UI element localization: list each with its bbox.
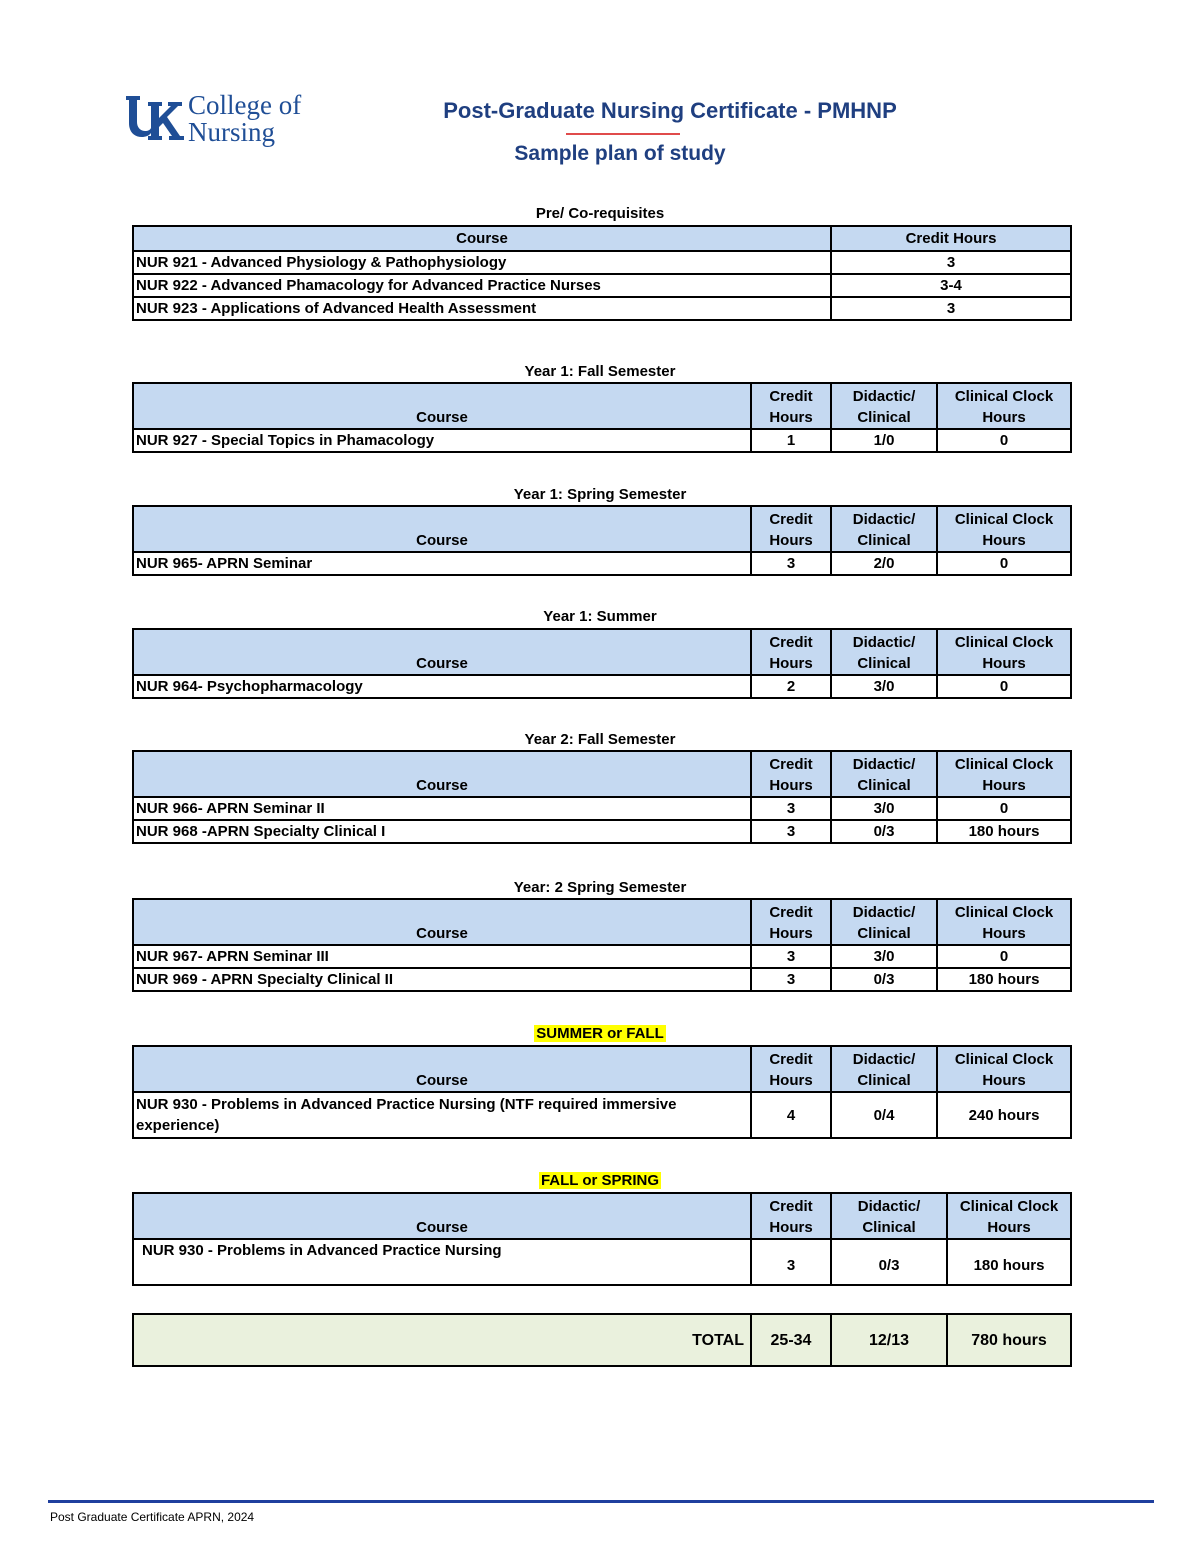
table-header-row: [133, 383, 1071, 429]
clock-hours-cell: 180 hours: [937, 968, 1071, 991]
course-cell: NUR 969 - APRN Specialty Clinical II: [133, 968, 751, 991]
course-cell: NUR 968 -APRN Specialty Clinical I: [133, 820, 751, 843]
table-header-row: [133, 226, 1071, 251]
total-label: TOTAL: [133, 1314, 751, 1366]
didactic-clinical-cell: 3/0: [831, 797, 937, 820]
semester-table-year1-spring: [132, 505, 1072, 576]
section-label-text: Year: 2 Spring Semester: [513, 879, 687, 896]
section-label-text: Year 2: Fall Semester: [524, 731, 676, 748]
table-row: [133, 675, 1071, 698]
section-label-fall-or-spring: [130, 1171, 1070, 1190]
credit-hours-cell: 2: [751, 675, 831, 698]
table-row: [133, 274, 1071, 297]
total-table: [132, 1313, 1072, 1367]
footer-text: Post Graduate Certificate APRN, 2024: [50, 1510, 255, 1524]
course-cell: NUR 930 - Problems in Advanced Practice Nursing (NTF required immersive experience): [133, 1092, 751, 1138]
col-header-credit-hours: Credit Hours: [831, 226, 1071, 251]
col-header-didactic-clinical: Didactic/ Clinical: [831, 629, 937, 675]
table-row: [133, 1239, 1071, 1285]
credit-hours-cell: 4: [751, 1092, 831, 1138]
clock-hours-cell: 0: [937, 552, 1071, 575]
logo-wordmark: [188, 92, 301, 146]
section-label-year2-fall: [130, 730, 1070, 749]
credit-hours-cell: 3: [751, 820, 831, 843]
table-header-row: [133, 751, 1071, 797]
course-cell: NUR 966- APRN Seminar II: [133, 797, 751, 820]
table-header-row: [133, 1193, 1071, 1239]
col-header-course: Course: [133, 1193, 751, 1239]
didactic-clinical-cell: 0/3: [831, 1239, 947, 1285]
footer-divider: [48, 1500, 1154, 1503]
credit-hours-cell: 3: [751, 1239, 831, 1285]
col-header-course: Course: [133, 629, 751, 675]
table-row: [133, 1092, 1071, 1138]
credit-hours-cell: 3: [751, 945, 831, 968]
credit-hours-cell: 3: [751, 797, 831, 820]
course-cell: NUR 921 - Advanced Physiology & Pathophysiology: [133, 251, 831, 274]
page-subtitle: Sample plan of study: [514, 142, 726, 165]
credit-hours-cell: 3: [751, 968, 831, 991]
col-header-clock-hours: Clinical Clock Hours: [937, 629, 1071, 675]
total-clock-hours: 780 hours: [947, 1314, 1071, 1366]
section-label-prereq: [130, 204, 1070, 223]
uk-logo-mark-icon: [124, 92, 186, 144]
table-header-row: [133, 1046, 1071, 1092]
col-header-course: Course: [133, 226, 831, 251]
table-header-row: [133, 506, 1071, 552]
course-cell: NUR 967- APRN Seminar III: [133, 945, 751, 968]
col-header-credit-hours: Credit Hours: [751, 1193, 831, 1239]
course-cell: NUR 923 - Applications of Advanced Health Assessment: [133, 297, 831, 320]
col-header-credit-hours: Credit Hours: [751, 751, 831, 797]
credit-hours-cell: 3: [751, 552, 831, 575]
table-row: [133, 429, 1071, 452]
course-cell: NUR 930 - Problems in Advanced Practice Nursing: [133, 1239, 751, 1285]
total-didactic-clinical: 12/13: [831, 1314, 947, 1366]
col-header-credit-hours: Credit Hours: [751, 383, 831, 429]
college-logo: [124, 92, 324, 152]
page-title: Post-Graduate Nursing Certificate - PMHNP: [443, 98, 897, 123]
col-header-credit-hours: Credit Hours: [751, 629, 831, 675]
clock-hours-cell: 180 hours: [947, 1239, 1071, 1285]
didactic-clinical-cell: 3/0: [831, 675, 937, 698]
section-label-text: SUMMER or FALL: [536, 1025, 664, 1042]
course-cell: NUR 964- Psychopharmacology: [133, 675, 751, 698]
prereq-table: [132, 225, 1072, 321]
table-row: [133, 251, 1071, 274]
col-header-course: Course: [133, 383, 751, 429]
didactic-clinical-cell: 0/3: [831, 968, 937, 991]
section-label-summer-or-fall: [130, 1024, 1070, 1043]
semester-table-year1-summer: [132, 628, 1072, 699]
semester-table-year1-fall: [132, 382, 1072, 453]
clock-hours-cell: 0: [937, 797, 1071, 820]
table-row: [133, 552, 1071, 575]
clock-hours-cell: 0: [937, 429, 1071, 452]
col-header-clock-hours: Clinical Clock Hours: [937, 751, 1071, 797]
credit-hours-cell: 3-4: [831, 274, 1071, 297]
section-label-text: FALL or SPRING: [540, 1172, 660, 1189]
col-header-course: Course: [133, 899, 751, 945]
semester-table-summer-or-fall: [132, 1045, 1072, 1139]
title-underline: [566, 133, 680, 135]
credit-hours-cell: 1: [751, 429, 831, 452]
semester-table-fall-or-spring: [132, 1192, 1072, 1286]
section-label-text: Year 1: Spring Semester: [513, 486, 687, 503]
table-header-row: [133, 629, 1071, 675]
col-header-course: Course: [133, 1046, 751, 1092]
col-header-credit-hours: Credit Hours: [751, 506, 831, 552]
section-label-text: Year 1: Fall Semester: [524, 363, 676, 380]
col-header-clock-hours: Clinical Clock Hours: [937, 506, 1071, 552]
col-header-clock-hours: Clinical Clock Hours: [937, 1046, 1071, 1092]
section-label-year1-fall: [130, 362, 1070, 381]
credit-hours-cell: 3: [831, 251, 1071, 274]
clock-hours-cell: 240 hours: [937, 1092, 1071, 1138]
table-row: [133, 945, 1071, 968]
section-label-year2-spring: [130, 878, 1070, 897]
clock-hours-cell: 0: [937, 675, 1071, 698]
didactic-clinical-cell: 0/3: [831, 820, 937, 843]
semester-table-year2-spring: [132, 898, 1072, 992]
didactic-clinical-cell: 2/0: [831, 552, 937, 575]
logo-text-line1: College of: [188, 90, 302, 120]
didactic-clinical-cell: 1/0: [831, 429, 937, 452]
didactic-clinical-cell: 0/4: [831, 1092, 937, 1138]
col-header-clock-hours: Clinical Clock Hours: [937, 899, 1071, 945]
table-header-row: [133, 899, 1071, 945]
col-header-course: Course: [133, 506, 751, 552]
col-header-clock-hours: Clinical Clock Hours: [937, 383, 1071, 429]
table-row: [133, 968, 1071, 991]
course-cell: NUR 927 - Special Topics in Phamacology: [133, 429, 751, 452]
course-cell: NUR 922 - Advanced Phamacology for Advanced Practice Nurses: [133, 274, 831, 297]
clock-hours-cell: 0: [937, 945, 1071, 968]
col-header-credit-hours: Credit Hours: [751, 899, 831, 945]
col-header-didactic-clinical: Didactic/ Clinical: [831, 899, 937, 945]
col-header-credit-hours: Credit Hours: [751, 1046, 831, 1092]
section-label-text: Year 1: Summer: [543, 608, 657, 625]
course-cell: NUR 965- APRN Seminar: [133, 552, 751, 575]
col-header-clock-hours: Clinical Clock Hours: [947, 1193, 1071, 1239]
col-header-didactic-clinical: Didactic/ Clinical: [831, 1046, 937, 1092]
logo-text-line2: Nursing: [188, 117, 275, 147]
total-row: [133, 1314, 1071, 1366]
col-header-didactic-clinical: Didactic/ Clinical: [831, 751, 937, 797]
col-header-course: Course: [133, 751, 751, 797]
didactic-clinical-cell: 3/0: [831, 945, 937, 968]
total-credit-hours: 25-34: [751, 1314, 831, 1366]
clock-hours-cell: 180 hours: [937, 820, 1071, 843]
section-label-year1-summer: [130, 607, 1070, 626]
table-row: [133, 797, 1071, 820]
table-row: [133, 297, 1071, 320]
section-label-text: Pre/ Co-requisites: [535, 205, 665, 222]
section-label-year1-spring: [130, 485, 1070, 504]
table-row: [133, 820, 1071, 843]
credit-hours-cell: 3: [831, 297, 1071, 320]
col-header-didactic-clinical: Didactic/ Clinical: [831, 506, 937, 552]
semester-table-year2-fall: [132, 750, 1072, 844]
col-header-didactic-clinical: Didactic/ Clinical: [831, 1193, 947, 1239]
col-header-didactic-clinical: Didactic/ Clinical: [831, 383, 937, 429]
